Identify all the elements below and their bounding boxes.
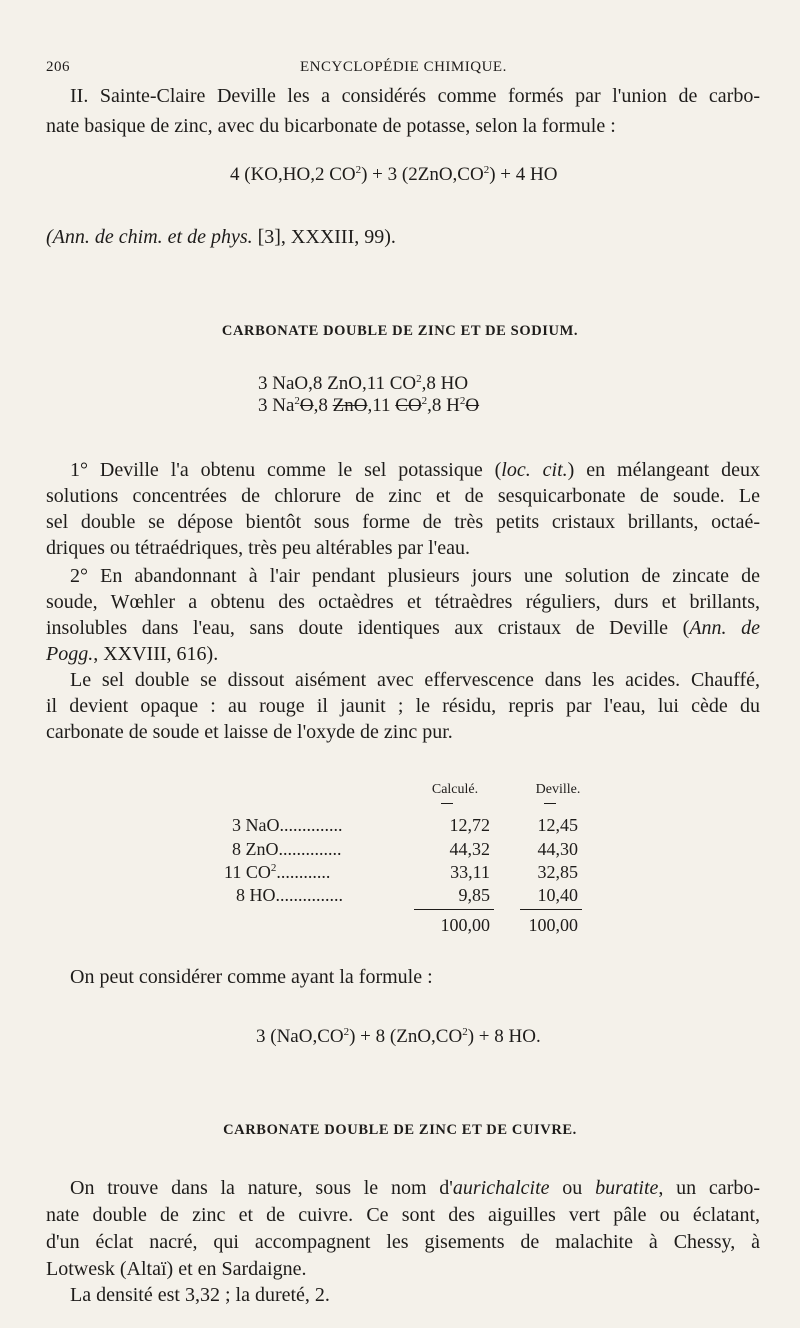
intro-line-2: nate basique de zinc, avec du bicarbonate de potasse, selon la formule : [46,115,616,137]
p2-line-3: insolubles dans l'eau, sans doute identiques aux cristaux de Deville (Ann. de [46,617,760,639]
section-heading-zinc-copper: CARBONATE DOUBLE DE ZINC ET DE CUIVRE. [223,1122,577,1138]
s2-p2: La densité est 3,32 ; la dureté, 2. [70,1284,330,1306]
p3-line-2: il devient opaque : au rouge il jaunit ; le résidu, repris par l'eau, lui cède du [46,695,760,717]
s2-p1-line-3: d'un éclat nacré, qui accompagnent les gisements de malachite à Chessy, à [46,1231,760,1253]
reference-volume: [3], XXXIII, 99). [252,226,396,248]
formula-new-notation: 3 Na$^2$O,8 ZnO,11 $CO^2,8$ $H^2O$ [258,395,480,416]
col-dash-deville [544,803,556,804]
p2-line-1: 2° En abandonnant à l'air pendant plusieurs jours une solution de zincate de [70,565,760,587]
p1-line-1: 1° Deville l'a obtenu comme le sel potassique (loc. cit.) en mélangeant deux [70,459,760,481]
p1-line-4: driques ou tétraédriques, très peu altérables par l'eau. [46,537,470,559]
col-dash-calcule [441,803,453,804]
p3-line-3: carbonate de soude et laisse de l'oxyde de zinc pur. [46,721,453,743]
col-header-deville: Deville. [535,782,581,797]
p2-line-4: Pogg., XXVIII, 616). [46,643,219,665]
table-cell-calcule: 33,11 [450,862,490,882]
table-row-label: 8 ZnO.............. [232,839,342,859]
table-cell-calcule: 9,85 [458,885,490,905]
table-row-label: 3 NaO.............. [232,815,343,835]
col-header-calcule: Calculé. [431,782,479,797]
conclusion-formula: 3 $(NaO,CO^2) + 8$ $(ZnO,CO^2) + 8$ HO. [256,1026,541,1047]
table-cell-deville: 44,30 [537,839,578,859]
p1-line-2: solutions concentrées de chlorure de zinc et de sesquicarbonate de soude. Le [46,485,760,507]
table-row-label: 8 HO............... [236,885,343,905]
s2-p1-line-2: nate double de zinc et de cuivre. Ce sont des aiguilles vert pâle ou éclatant, [46,1204,760,1226]
p2-line-2: soude, Wœhler a obtenu des octaèdres et tétraèdres réguliers, durs et brillants, [46,591,760,613]
table-cell-deville: 32,85 [537,862,578,882]
running-title: ENCYCLOPÉDIE CHIMIQUE. [300,59,507,75]
section-heading-zinc-sodium: CARBONATE DOUBLE DE ZINC ET DE SODIUM. [221,323,579,339]
table-total-deville: 100,00 [528,915,578,935]
table-cell-calcule: 12,72 [449,815,490,835]
formula-old-notation: 3 NaO,8 ZnO,11 $CO^2,8$ HO [258,373,469,394]
conclusion-line: On peut considérer comme ayant la formule : [70,966,433,988]
page-number: 206 [46,59,70,75]
total-rule-calcule [414,909,494,910]
table-row-label: 11 $CO^2$............ [224,862,331,882]
s2-p1-line-1: On trouve dans la nature, sous le nom d'aurichalcite ou buratite, un carbo- [70,1177,761,1199]
p3-line-1: Le sel double se dissout aisément avec effervescence dans les acides. Chauffé, [70,669,760,691]
p1-line-3: sel double se dépose bientôt sous forme de très petits cristaux brillants, octaé- [46,511,760,533]
reference-journal: (Ann. de chim. et de phys. [46,226,253,248]
s2-p1-line-4: Lotwesk (Altaï) et en Sardaigne. [46,1258,307,1280]
intro-line-1: II. Sainte-Claire Deville les a considérés comme formés par l'union de carbo- [70,85,760,107]
table-cell-deville: 10,40 [537,885,578,905]
table-total-calcule: 100,00 [440,915,490,935]
intro-formula: 4 (KO,HO,2 $CO^2) + 3$ $(2ZnO,CO^2) + 4$ HO [230,164,558,185]
table-cell-calcule: 44,32 [449,839,490,859]
total-rule-deville [520,909,582,910]
table-cell-deville: 12,45 [537,815,578,835]
